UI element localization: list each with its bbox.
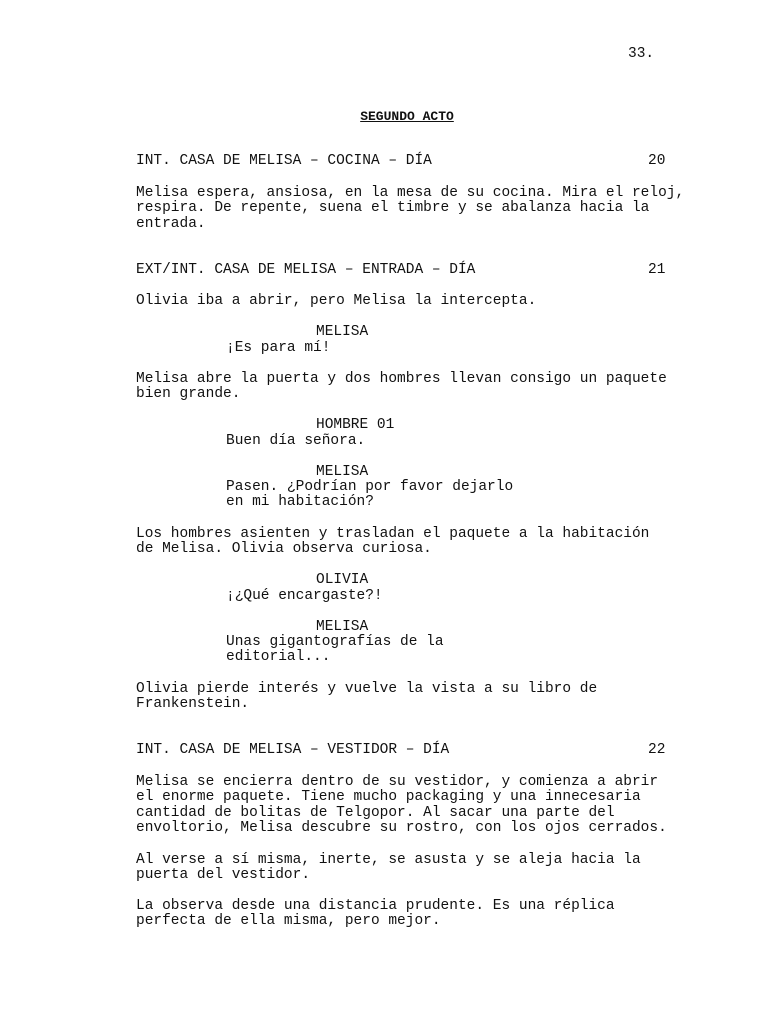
dialogue: ¡¿Qué encargaste?! [226, 588, 383, 604]
character-name: MELISA [316, 464, 369, 480]
action-paragraph: Los hombres asienten y trasladan el paquete a la habitación de Melisa. Olivia observa curiosa. [136, 526, 650, 558]
character-name: MELISA [316, 619, 369, 635]
scene-number-21: 21 [648, 262, 666, 278]
scene-number-20: 20 [648, 153, 666, 169]
action-paragraph: Olivia iba a abrir, pero Melisa la intercepta. [136, 293, 537, 309]
action-paragraph: Olivia pierde interés y vuelve la vista a su libro de Frankenstein. [136, 681, 598, 713]
page-number: 33. [628, 46, 655, 62]
scene-heading-21: EXT/INT. CASA DE MELISA – ENTRADA – DÍA [136, 262, 476, 278]
character-name: HOMBRE 01 [316, 417, 395, 433]
scene-heading-22: INT. CASA DE MELISA – VESTIDOR – DÍA [136, 742, 450, 758]
dialogue: Buen día señora. [226, 433, 366, 449]
dialogue: Pasen. ¿Podrían por favor dejarlo en mi habitación? [226, 479, 514, 511]
action-paragraph: Melisa espera, ansiosa, en la mesa de su cocina. Mira el reloj, respira. De repente, suena el timbre y se abalanza hacia la entrada. [136, 185, 685, 232]
character-name: MELISA [316, 324, 369, 340]
dialogue: Unas gigantografías de la editorial... [226, 634, 444, 666]
scene-heading-20: INT. CASA DE MELISA – COCINA – DÍA [136, 153, 432, 169]
action-paragraph: Melisa abre la puerta y dos hombres llevan consigo un paquete bien grande. [136, 371, 667, 403]
act-title: SEGUNDO ACTO [360, 109, 454, 124]
action-paragraph: La observa desde una distancia prudente. Es una réplica perfecta de ella misma, pero mejor. [136, 898, 615, 930]
character-name: OLIVIA [316, 572, 369, 588]
action-paragraph: Melisa se encierra dentro de su vestidor, y comienza a abrir el enorme paquete. Tiene mucho packaging y una innecesaria cantidad de bolitas de Telgopor. Al sacar una parte del envoltorio, Melisa descubre su rostro, con los ojos cerrados. [136, 774, 667, 837]
dialogue: ¡Es para mí! [226, 340, 331, 356]
action-paragraph: Al verse a sí misma, inerte, se asusta y se aleja hacia la puerta del vestidor. [136, 852, 641, 884]
scene-number-22: 22 [648, 742, 666, 758]
